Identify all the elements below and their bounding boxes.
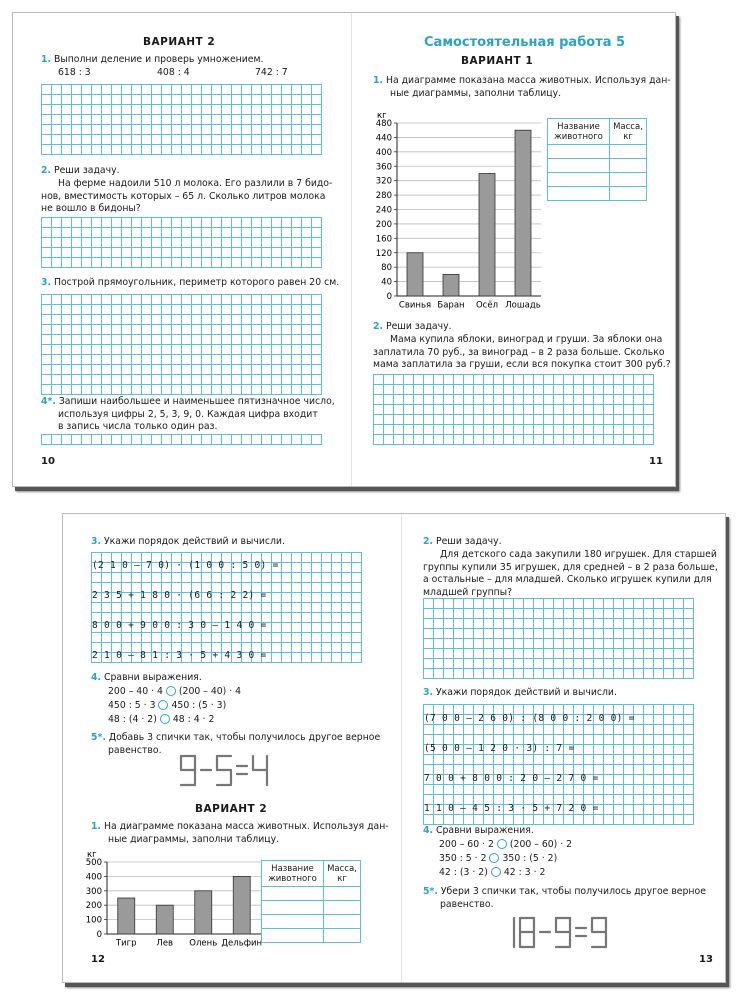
text-line: Для детского сада закупили 180 игрушек. Для старшей [440, 549, 717, 560]
y-tick-label: 0 [96, 930, 102, 940]
task-text: Реши задачу. [53, 165, 120, 176]
page-number: 11 [649, 456, 663, 467]
text-line: На ферме надоили 510 л молока. Его разлили в 7 бидо- [58, 178, 333, 189]
y-tick-label: 360 [375, 162, 392, 173]
table-cell[interactable] [610, 187, 647, 201]
text-line: На диаграмме показана масса животных. Используя дан- [385, 75, 671, 86]
expression: 8 0 0 + 9 0 0 : 3 0 – 1 4 0 = [92, 620, 267, 631]
bar [515, 130, 531, 296]
y-tick-label: 400 [375, 147, 392, 158]
expression: (7 0 0 – 2 6 0) : (8 0 0 : 2 0 0) = [424, 713, 635, 724]
text-line: не вошло в бидоны? [41, 203, 141, 214]
task-text: Укажи порядок действий и вычисли. [103, 536, 285, 547]
y-tick-label: 440 [375, 133, 392, 144]
task-text: Реши задачу. [385, 321, 452, 332]
task-2-body [423, 549, 718, 599]
text-line: Добавь 3 спички так, чтобы получилось другое верное [108, 732, 381, 743]
task-3 [91, 536, 285, 549]
task-number: 5*. [91, 732, 106, 743]
table-cell[interactable] [548, 187, 610, 201]
answer-grid[interactable] [41, 84, 322, 155]
table-cell[interactable] [324, 929, 361, 943]
compare-circle[interactable] [160, 714, 170, 724]
x-tick-label: Свинья [398, 300, 432, 311]
compare-circle[interactable] [158, 700, 168, 710]
expression: (2 1 0 – 7 0) · (1 0 0 : 5 0) = [92, 560, 279, 571]
matchstick-puzzle [511, 916, 626, 950]
bar [195, 891, 212, 934]
answer-grid[interactable] [373, 374, 654, 445]
text-line: ные диаграммы, заполни таблицу. [108, 833, 280, 845]
table-cell[interactable] [262, 929, 324, 943]
task-1 [373, 75, 671, 100]
y-tick-label: 200 [375, 219, 392, 230]
y-tick-label: 200 [85, 901, 102, 912]
table-cell[interactable] [610, 173, 647, 187]
x-tick-label: Лев [156, 938, 174, 947]
table-header-name: Название животного [548, 119, 610, 145]
page-title: Самостоятельная работа 5 [424, 35, 626, 50]
task-number: 1. [91, 821, 102, 832]
text-line: младшей группы? [423, 586, 513, 598]
x-tick-label: Дельфин [221, 938, 263, 947]
task-text: Укажи порядок действий и вычисли. [435, 687, 617, 698]
y-tick-label: 480 [375, 119, 392, 129]
task-number: 2. [373, 321, 384, 332]
expr-2: 408 : 4 [157, 67, 190, 78]
answer-grid[interactable] [423, 598, 694, 679]
page-10 [13, 13, 351, 486]
x-tick-label: Тигр [115, 938, 137, 947]
text-line: Убери 3 спички так, чтобы получилось другое верное [440, 886, 706, 897]
task-number: 4. [423, 825, 434, 836]
answer-grid[interactable] [41, 294, 322, 395]
task-2-body [373, 334, 671, 372]
task-1 [41, 54, 263, 67]
text-line: равенство. [108, 744, 162, 756]
bottom-spread [62, 513, 726, 983]
bar [118, 898, 135, 934]
y-tick-label: 0 [386, 292, 392, 302]
text-line: На диаграмме показана масса животных. Используя дан- [103, 821, 389, 832]
page-13 [401, 514, 727, 982]
compare-right: (200 – 60) · 2 [509, 839, 573, 850]
task-4 [41, 396, 335, 434]
compare-left: 200 – 40 · 4 [108, 686, 163, 697]
table-cell[interactable] [262, 901, 324, 915]
task-number: 3. [423, 687, 434, 698]
task-number: 1. [41, 54, 52, 65]
compare-left: 200 – 60 · 2 [439, 839, 494, 850]
compare-left: 450 : 5 · 3 [108, 700, 156, 711]
matchstick-puzzle [178, 754, 278, 788]
compare-circle[interactable] [497, 839, 507, 849]
x-tick-label: Баран [437, 300, 465, 311]
compare-left: 42 : (3 · 2) [439, 867, 488, 878]
y-tick-label: 40 [381, 277, 392, 288]
variant-heading: ВАРИАНТ 1 [461, 55, 534, 67]
compare-right: 48 : 4 · 2 [172, 714, 215, 725]
text-line: используя цифры 2, 5, 3, 9, 0. Каждая цифра входит [58, 408, 318, 420]
table-header-mass: Масса, кг [610, 119, 647, 145]
y-tick-label: 160 [375, 234, 392, 245]
page-number: 10 [41, 456, 55, 467]
y-tick-label: 100 [85, 915, 102, 926]
expr-3: 742 : 7 [255, 67, 288, 78]
x-tick-label: Лошадь [505, 300, 541, 311]
task-2 [423, 536, 502, 549]
task-2 [41, 165, 120, 178]
answer-grid[interactable] [41, 434, 322, 445]
task-number: 2. [423, 536, 434, 547]
y-tick-label: 500 [85, 858, 102, 868]
compare-right: 42 : 3 · 2 [503, 867, 546, 878]
variant-heading: ВАРИАНТ 2 [195, 803, 268, 815]
page-number: 13 [699, 954, 713, 965]
task-text: Сравни выражения. [103, 672, 202, 683]
table-cell[interactable] [548, 145, 610, 159]
compare-list [439, 838, 572, 880]
fill-table [261, 860, 361, 943]
task-text: Построй прямоугольник, периметр которого равен 20 см. [53, 277, 340, 288]
task-number: 3. [41, 277, 52, 288]
task-3 [41, 277, 339, 290]
task-4 [91, 672, 202, 685]
task-text: Реши задачу. [435, 536, 502, 547]
table-cell[interactable] [610, 159, 647, 173]
task-5 [423, 886, 706, 911]
compare-circle[interactable] [166, 686, 176, 696]
text-line: а остальные – для младшей. Сколько игрушек купили для [423, 574, 712, 585]
y-axis-label: кг [377, 111, 387, 121]
task-number: 1. [373, 75, 384, 86]
fill-table [547, 118, 647, 201]
y-axis-label: кг [87, 850, 97, 860]
compare-right: (200 – 40) · 4 [178, 686, 242, 697]
table-header-mass: Масса, кг [324, 861, 361, 887]
compare-right: 350 : (5 · 2) [502, 853, 558, 864]
expr-1: 618 : 3 [58, 67, 91, 78]
task-number: 3. [91, 536, 102, 547]
text-line: мама заплатила за груши, если вся покупка стоит 300 руб.? [373, 359, 671, 370]
expression: 7 0 0 + 8 0 0 : 2 0 – 2 7 0 = [424, 773, 599, 784]
text-line: Мама купила яблоки, виноград и груши. За яблоки она [390, 334, 663, 345]
table-cell[interactable] [548, 159, 610, 173]
bar-chart-2 [73, 847, 263, 947]
answer-grid[interactable] [41, 217, 322, 268]
table-cell[interactable] [324, 901, 361, 915]
text-line: нов, вместимость которых – 65 л. Сколько литров молока [41, 190, 326, 202]
table-cell[interactable] [262, 915, 324, 929]
expression: 1 1 0 – 4 5 : 3 · 5 + 7 2 0 = [424, 803, 599, 814]
task-text: Сравни выражения. [435, 825, 534, 836]
compare-list [108, 685, 241, 727]
task-4 [423, 825, 534, 838]
task-number: 4. [91, 672, 102, 683]
expression: (5 0 0 – 1 2 0 · 3) : 7 = [424, 743, 575, 754]
task-3 [423, 687, 617, 700]
table-cell[interactable] [324, 887, 361, 901]
text-line: группы купили 35 игрушек, для средней – в 2 раза больше, [423, 561, 718, 573]
table-header-name: Название животного [262, 861, 324, 887]
x-tick-label: Осёл [475, 300, 499, 311]
top-spread [12, 12, 676, 487]
compare-left: 48 : (4 · 2) [108, 714, 157, 725]
compare-left: 350 : 5 · 2 [439, 853, 487, 864]
page-12 [63, 514, 401, 982]
y-tick-label: 320 [375, 176, 392, 187]
expression: 2 3 5 + 1 8 0 · (6 6 : 2 2) = [92, 590, 267, 601]
text-line: равенство. [440, 898, 494, 910]
page-number: 12 [91, 954, 105, 965]
text-line: Запиши наибольшее и наименьшее пятизначное число, [58, 396, 335, 407]
compare-circle[interactable] [489, 853, 499, 863]
y-tick-label: 80 [381, 263, 392, 274]
variant-heading: ВАРИАНТ 2 [143, 36, 216, 48]
text-line: ные диаграммы, заполни таблицу. [390, 87, 562, 99]
bar [443, 274, 459, 296]
y-tick-label: 280 [375, 191, 392, 202]
task-2-body [41, 178, 332, 216]
task-number: 4*. [41, 396, 56, 407]
task-number: 2. [41, 165, 52, 176]
task-2 [373, 321, 452, 334]
y-tick-label: 240 [375, 205, 392, 216]
table-cell[interactable] [610, 145, 647, 159]
x-tick-label: Олень [189, 938, 218, 947]
task-1 [91, 821, 389, 846]
compare-circle[interactable] [491, 867, 501, 877]
page-11 [351, 13, 677, 486]
expression: 2 1 0 – 8 1 : 3 · 5 + 4 3 0 = [92, 650, 267, 661]
table-cell[interactable] [324, 915, 361, 929]
y-tick-label: 120 [375, 248, 392, 259]
task-text: Выполни деление и проверь умножением. [53, 54, 264, 65]
text-line: в запись числа только один раз. [58, 421, 218, 432]
bar [407, 253, 423, 296]
text-line: заплатила 70 руб., за виноград – в 2 раза больше. Сколько [373, 346, 665, 358]
bar [156, 905, 173, 934]
task-number: 5*. [423, 886, 438, 897]
bar-chart-1 [359, 101, 549, 316]
table-cell[interactable] [548, 173, 610, 187]
compare-right: 450 : (5 · 3) [171, 700, 227, 711]
y-tick-label: 400 [85, 872, 102, 883]
y-tick-label: 300 [85, 886, 102, 897]
table-cell[interactable] [262, 887, 324, 901]
bar [479, 173, 495, 296]
bar [233, 876, 250, 934]
